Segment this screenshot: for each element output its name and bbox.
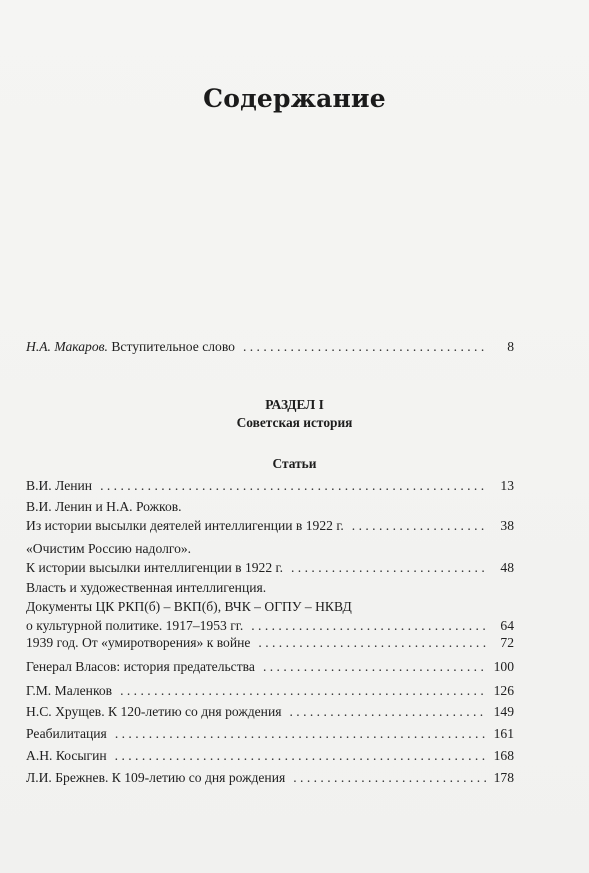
- dot-leader: [115, 724, 486, 743]
- subsection-name: Статьи: [272, 456, 317, 471]
- dot-leader: [100, 476, 486, 495]
- toc-entry: [26, 497, 514, 535]
- dot-leader: [289, 702, 486, 721]
- dot-leader: [120, 681, 486, 700]
- entry-line: Документы ЦК РКП(б) – ВКП(б), ВЧК – ОГПУ – НКВД: [26, 599, 352, 614]
- entry-page-number: 161: [493, 726, 514, 741]
- entry-page-number: 149: [493, 704, 514, 719]
- entry-title: К истории высылки интеллигенции в 1922 г.: [26, 560, 283, 575]
- dot-leader: [291, 558, 486, 577]
- dot-leader: [263, 657, 486, 676]
- section-label: РАЗДЕЛ I: [265, 397, 324, 412]
- toc-entry: [26, 724, 514, 743]
- entry-line: «Очистим Россию надолго».: [26, 541, 192, 556]
- section-name: Советская история: [236, 415, 353, 430]
- entry-title: Вступительное слово: [107, 339, 235, 354]
- toc-entry: [26, 681, 514, 700]
- page-title: Содержание: [203, 84, 386, 113]
- entry-title: 1939 год. От «умиротворения» к войне: [26, 635, 251, 650]
- dot-leader: [293, 768, 486, 787]
- entry-line: Власть и художественная интеллигенция.: [26, 580, 267, 595]
- entry-author: Н.А. Макаров.: [26, 339, 108, 354]
- entry-title: о культурной политике. 1917–1953 гг.: [26, 618, 244, 633]
- entry-title: Реабилитация: [26, 726, 107, 741]
- toc-entry-intro: [26, 337, 514, 356]
- toc-entry: [26, 539, 514, 577]
- entry-page-number: 126: [493, 683, 514, 698]
- toc-entry: [26, 768, 514, 787]
- entry-title: Н.С. Хрущев. К 120-летию со дня рождения: [26, 704, 282, 719]
- entry-title: Генерал Власов: история предательства: [26, 659, 255, 674]
- entry-line: В.И. Ленин и Н.А. Рожков.: [26, 499, 182, 514]
- toc-entry: [26, 633, 514, 652]
- entry-title: Л.И. Брежнев. К 109-летию со дня рождения: [26, 770, 286, 785]
- entry-page-number: 72: [500, 635, 514, 650]
- toc-entry: [26, 578, 514, 635]
- entry-page-number: 13: [500, 478, 514, 493]
- toc-entry: [26, 657, 514, 676]
- entry-page-number: 64: [500, 618, 514, 633]
- toc-entry: [26, 702, 514, 721]
- dot-leader: [258, 633, 486, 652]
- entry-page-number: 168: [493, 748, 514, 763]
- entry-page-number: 178: [493, 770, 514, 785]
- entry-page-number: 38: [500, 518, 514, 533]
- entry-page-number: 8: [507, 339, 514, 354]
- entry-page-number: 48: [500, 560, 514, 575]
- dot-leader: [115, 746, 486, 765]
- toc-entry: [26, 746, 514, 765]
- entry-title: А.Н. Косыгин: [26, 748, 107, 763]
- entry-title: Из истории высылки деятелей интеллигенции в 1922 г.: [26, 518, 344, 533]
- entry-title: Г.М. Маленков: [26, 683, 113, 698]
- entry-title: В.И. Ленин: [26, 478, 93, 493]
- dot-leader: [243, 337, 486, 356]
- entry-page-number: 100: [493, 659, 514, 674]
- toc-entry: [26, 476, 514, 495]
- dot-leader: [352, 516, 486, 535]
